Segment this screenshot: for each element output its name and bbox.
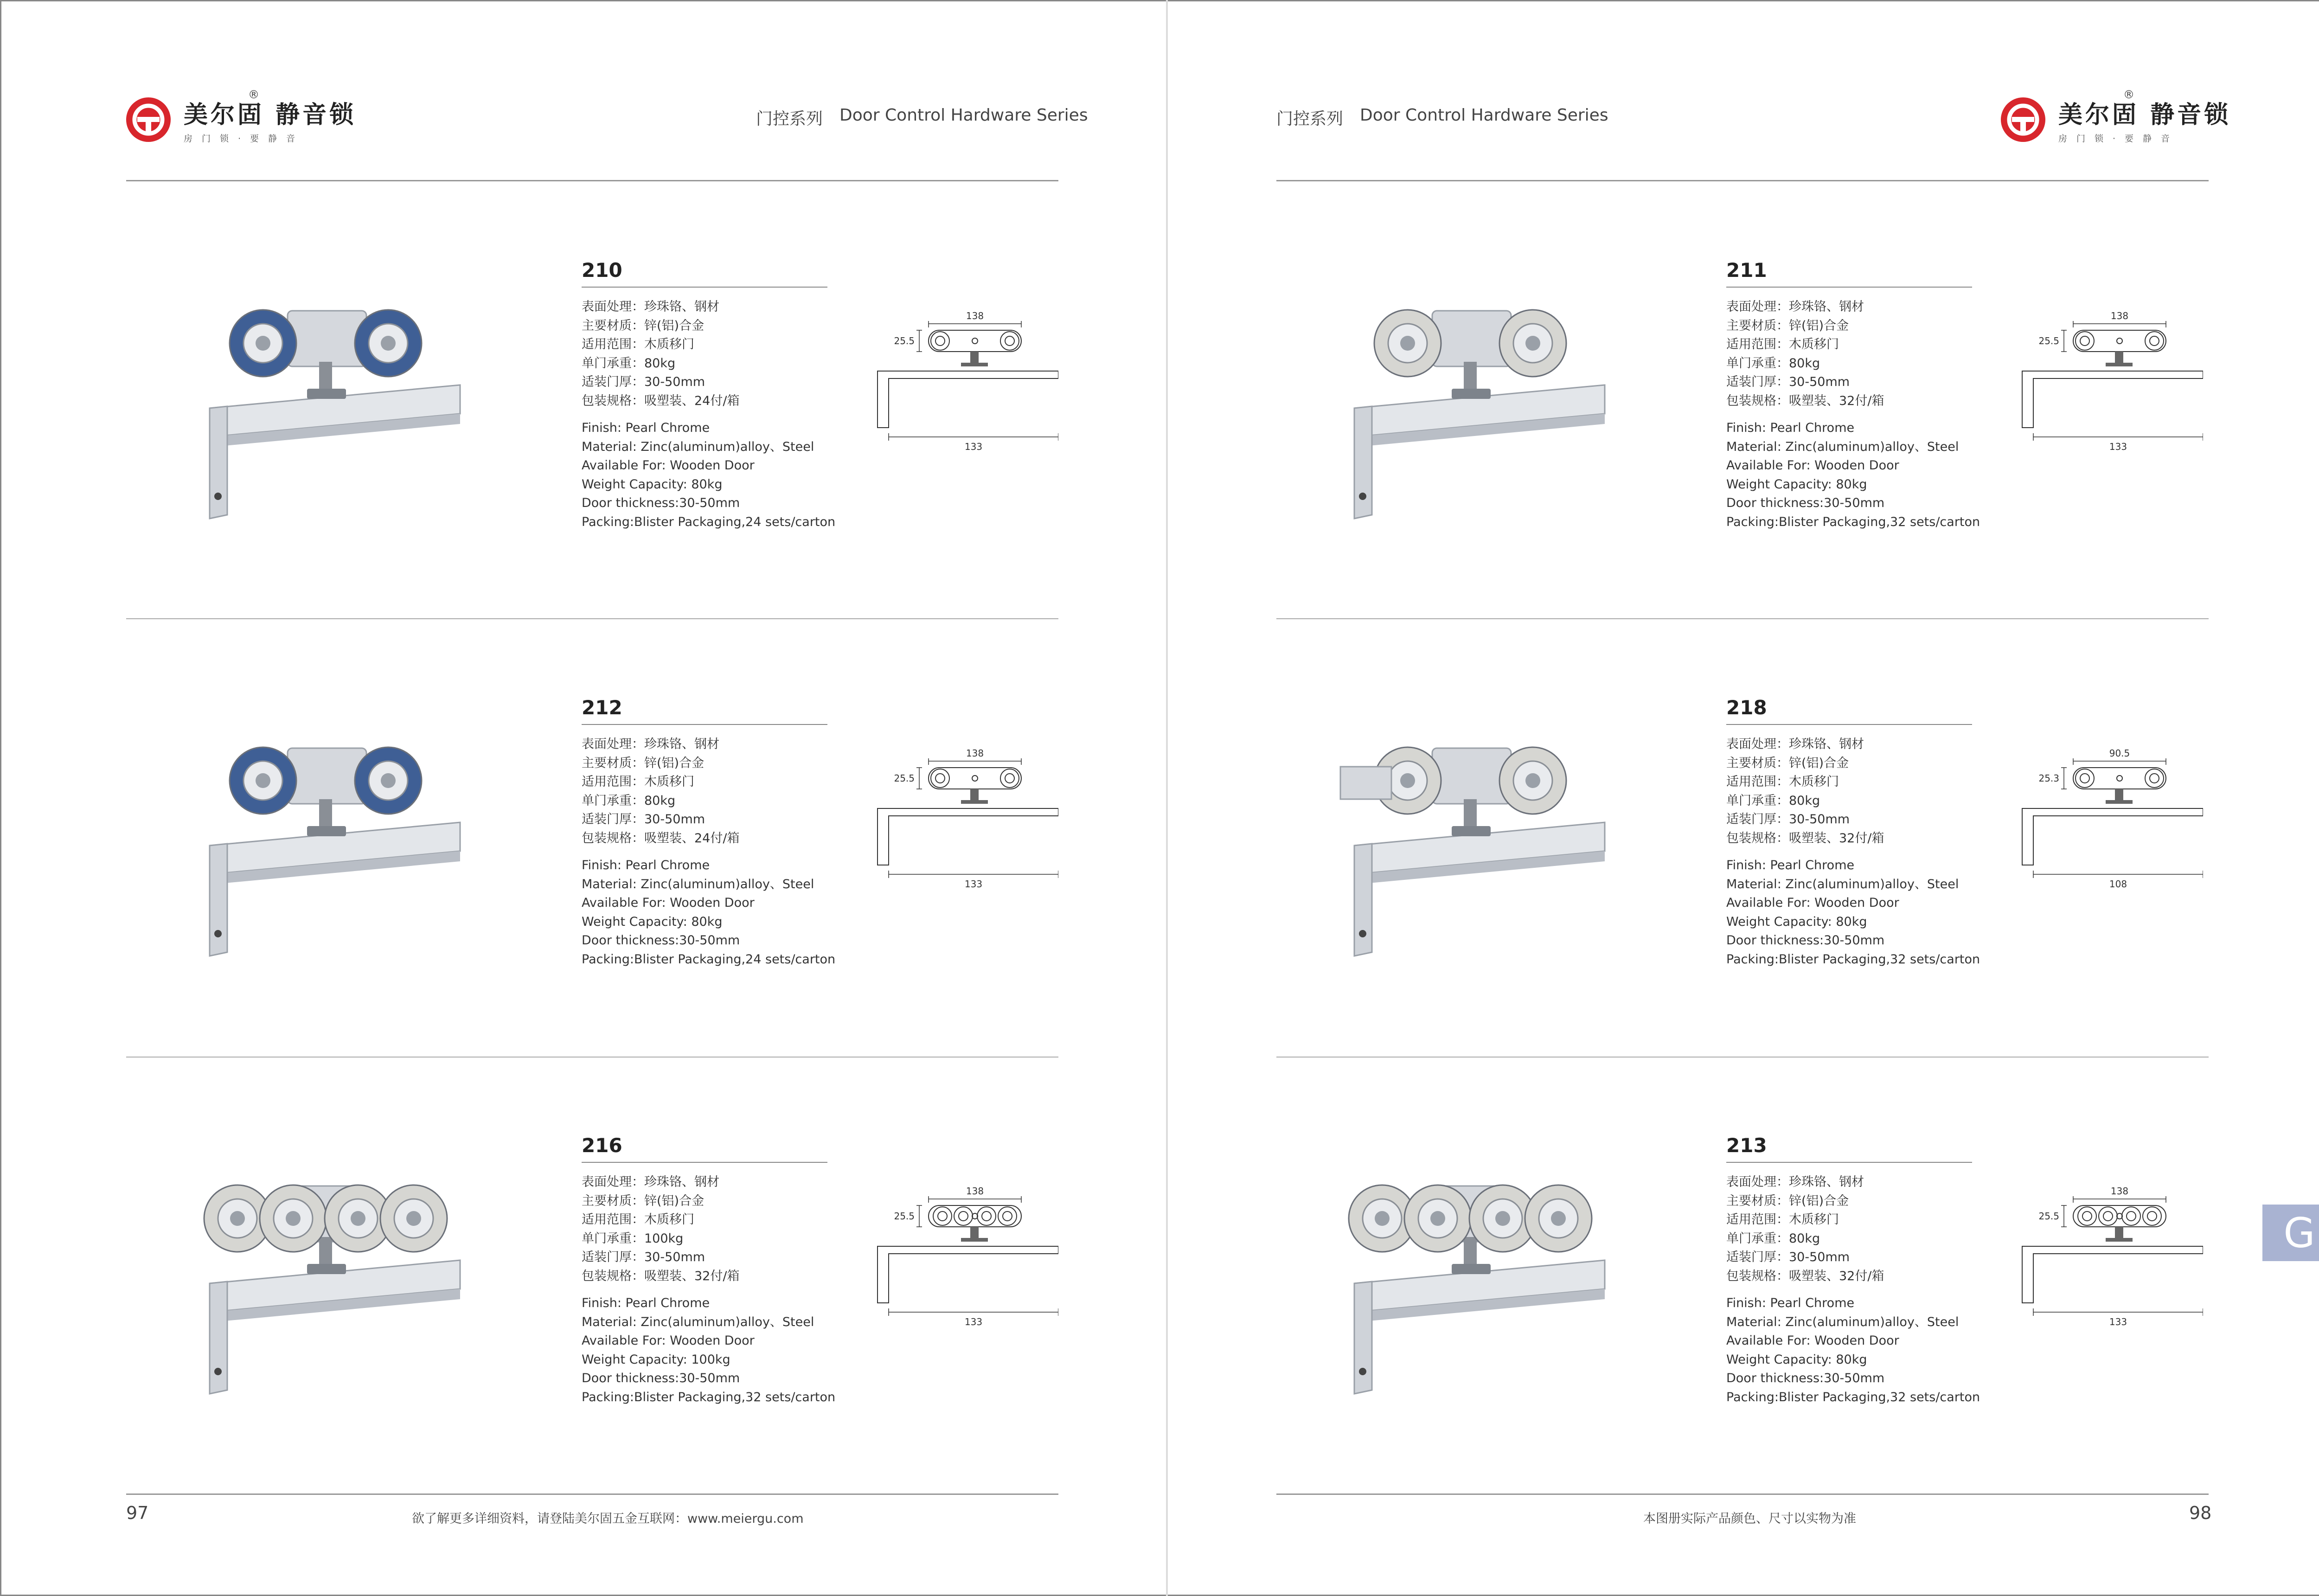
spec-line: 单门承重：80kg <box>582 356 676 371</box>
model-number: 213 <box>1726 1135 1972 1163</box>
drawing-rail-profile <box>878 371 1058 428</box>
spec-line: 包装规格：吸塑装、24付/箱 <box>582 831 740 846</box>
drawing-wheel <box>2145 769 2164 788</box>
spec-line: 适装门厚：30-50mm <box>582 375 705 390</box>
spec-line: 适装门厚：30-50mm <box>1726 375 1850 390</box>
carriage-body <box>288 748 366 836</box>
spec-line: 适装门厚：30-50mm <box>1726 812 1850 827</box>
spec-gap <box>1726 848 1986 856</box>
spec-line: 包装规格：吸塑装、32付/箱 <box>582 1269 740 1283</box>
dimension-bottom-label: 133 <box>964 1316 983 1327</box>
drawing-roller-outline <box>2073 330 2166 366</box>
spec-line: 包装规格：吸塑装、24付/箱 <box>582 393 740 408</box>
spec-lines <box>1726 298 1986 532</box>
registered-mark: ® <box>248 88 259 101</box>
spec-gap <box>582 410 841 419</box>
sliding-rail <box>210 822 460 956</box>
drawing-wheel <box>2076 332 2094 350</box>
product-photo <box>177 292 474 533</box>
roller-wheel <box>380 1185 447 1252</box>
spec-line: 适装门厚：30-50mm <box>1726 1250 1850 1265</box>
spec-line: Available For: Wooden Door <box>582 458 755 473</box>
drawing-center-bolt <box>972 338 978 344</box>
spec-line: 适用范围：木质移门 <box>1726 337 1839 352</box>
drawing-center-bolt <box>2117 338 2122 344</box>
footer-divider-left <box>126 1493 1058 1495</box>
sliding-rail <box>1354 822 1605 956</box>
brand-logo-right <box>2000 95 2231 144</box>
page-number-right: 98 <box>2189 1503 2212 1523</box>
drawing-wheel <box>954 1207 973 1225</box>
spec-gap <box>1726 1286 1986 1294</box>
dimension-drawing <box>873 1186 1058 1339</box>
dimension-bottom-label: 133 <box>2109 1316 2127 1327</box>
brand-tagline: 房门锁·要静音 <box>2058 134 2179 144</box>
spec-line: 表面处理：珍珠铬、钢材 <box>582 1175 719 1190</box>
spec-line: Door thickness:30-50mm <box>582 933 740 948</box>
dimension-top-label: 138 <box>2110 1186 2129 1197</box>
drawing-wheel <box>998 1207 1017 1225</box>
dimension-drawing <box>2018 311 2203 464</box>
spec-line: Packing:Blister Packaging,24 sets/carton <box>582 514 836 529</box>
spec-line: 包装规格：吸塑装、32付/箱 <box>1726 1269 1884 1283</box>
spec-line: 主要材质：锌(铝)合金 <box>1726 1193 1849 1208</box>
roller-wheel <box>230 747 296 814</box>
series-title-cn: 门控系列 <box>756 109 823 128</box>
spec-line: Available For: Wooden Door <box>582 1333 755 1348</box>
row-divider <box>1276 618 2209 619</box>
series-title-en: Door Control Hardware Series <box>839 106 1088 125</box>
row-divider <box>126 618 1058 619</box>
product-card-213 <box>1262 1135 2203 1478</box>
spec-line: Packing:Blister Packaging,32 sets/carton <box>1726 514 1980 529</box>
spec-line: Finish: Pearl Chrome <box>1726 858 1855 873</box>
dimension-top-label: 138 <box>966 311 984 321</box>
brand-mark-icon <box>2000 96 2046 143</box>
drawing-roller-outline <box>929 330 1021 366</box>
sliding-rail <box>1354 1260 1605 1394</box>
spec-line: Door thickness:30-50mm <box>582 1371 740 1386</box>
spec-line: Available For: Wooden Door <box>582 896 755 910</box>
brand-name: 美尔固 静音锁 <box>2058 101 2231 129</box>
spec-line: Material: Zinc(aluminum)alloy、Steel <box>582 1314 814 1329</box>
brand-tagline: 房门锁·要静音 <box>184 134 305 144</box>
drawing-rail-profile <box>2022 1246 2203 1303</box>
footer-disclaimer: 本图册实际产品颜色、尺寸以实物为准 <box>1643 1512 1856 1526</box>
header-divider-right <box>1276 180 2209 181</box>
spec-line: Finish: Pearl Chrome <box>582 858 710 873</box>
product-card-218 <box>1262 697 2203 1040</box>
product-photo <box>177 1167 474 1409</box>
spec-line: Material: Zinc(aluminum)alloy、Steel <box>582 439 814 454</box>
product-spec <box>582 260 841 532</box>
product-photo <box>177 730 474 971</box>
dimension-top-label: 90.5 <box>2109 748 2130 759</box>
brand-mark-icon <box>125 96 172 143</box>
series-title-cn: 门控系列 <box>1276 109 1344 128</box>
row-divider <box>126 1057 1058 1058</box>
spec-line: 包装规格：吸塑装、32付/箱 <box>1726 393 1884 408</box>
spec-lines <box>582 735 841 969</box>
spec-line: Material: Zinc(aluminum)alloy、Steel <box>1726 877 1959 891</box>
roller-wheel <box>1374 310 1441 377</box>
spec-line: 适用范围：木质移门 <box>1726 1212 1839 1227</box>
spec-line: Finish: Pearl Chrome <box>582 1296 710 1311</box>
product-card-216 <box>117 1135 1058 1478</box>
drawing-wheel <box>2122 1207 2140 1225</box>
spec-line: Material: Zinc(aluminum)alloy、Steel <box>1726 1314 1959 1329</box>
spec-line: 表面处理：珍珠铬、钢材 <box>1726 737 1864 752</box>
spec-line: Material: Zinc(aluminum)alloy、Steel <box>582 877 814 891</box>
spec-line: 包装规格：吸塑装、32付/箱 <box>1726 831 1884 846</box>
drawing-wheel <box>931 769 949 788</box>
product-spec <box>1726 1135 1986 1407</box>
spec-line: Finish: Pearl Chrome <box>582 421 710 436</box>
spec-line: 表面处理：珍珠铬、钢材 <box>1726 300 1864 314</box>
drawing-wheel <box>1000 769 1019 788</box>
dimension-side-label: 25.5 <box>2038 1211 2059 1222</box>
product-photo <box>1322 730 1619 971</box>
dimension-side-label: 25.5 <box>894 773 915 784</box>
roller-wheel <box>230 310 296 377</box>
drawing-rail-profile <box>2022 808 2203 865</box>
spec-lines <box>1726 1173 1986 1407</box>
product-spec <box>1726 697 1986 969</box>
spec-line: Weight Capacity: 80kg <box>1726 1352 1867 1367</box>
spec-line: 单门承重：100kg <box>582 1231 684 1246</box>
left-series-title <box>756 106 1088 129</box>
dimension-bottom-label: 133 <box>964 878 983 890</box>
spec-line: 适用范围：木质移门 <box>1726 775 1839 789</box>
right-series-title <box>1276 106 1608 129</box>
spec-line: 表面处理：珍珠铬、钢材 <box>582 737 719 752</box>
spec-line: 表面处理：珍珠铬、钢材 <box>1726 1175 1864 1190</box>
spec-line: Packing:Blister Packaging,32 sets/carton <box>1726 1390 1980 1404</box>
spec-line: 主要材质：锌(铝)合金 <box>1726 756 1849 770</box>
dimension-side-label: 25.5 <box>894 1211 915 1222</box>
drawing-roller-outline <box>2073 768 2166 804</box>
row-divider <box>1276 1057 2209 1058</box>
product-photo <box>1322 292 1619 533</box>
sliding-rail <box>210 1260 460 1394</box>
product-photo <box>1322 1167 1619 1409</box>
spec-line: 适装门厚：30-50mm <box>582 1250 705 1265</box>
footer-website-note: 欲了解更多详细资料，请登陆美尔固五金互联网：www.meiergu.com <box>412 1512 804 1526</box>
spec-line: Finish: Pearl Chrome <box>1726 1296 1855 1311</box>
drawing-rail-profile <box>878 808 1058 865</box>
spec-line: Available For: Wooden Door <box>1726 1333 1899 1348</box>
dimension-drawing <box>2018 1186 2203 1339</box>
registered-mark: ® <box>2123 88 2134 101</box>
drawing-wheel <box>2076 769 2094 788</box>
spec-line: Door thickness:30-50mm <box>1726 933 1885 948</box>
drawing-wheel <box>931 332 949 350</box>
spec-line: Door thickness:30-50mm <box>1726 496 1885 511</box>
roller-wheel <box>355 747 422 814</box>
dimension-bottom-label: 108 <box>2109 878 2127 890</box>
drawing-wheel <box>2078 1207 2096 1225</box>
spec-line: Weight Capacity: 80kg <box>1726 477 1867 492</box>
drawing-wheel <box>2145 332 2164 350</box>
carriage-body <box>288 311 366 399</box>
dimension-drawing <box>873 748 1058 901</box>
carriage-body <box>1432 311 1511 399</box>
spec-line: 单门承重：80kg <box>1726 793 1820 808</box>
footer-divider-right <box>1276 1493 2209 1495</box>
dimension-bottom-label: 133 <box>964 441 983 452</box>
series-title-en: Door Control Hardware Series <box>1360 106 1608 125</box>
spec-line: Weight Capacity: 80kg <box>582 914 723 929</box>
dimension-side-label: 25.5 <box>2038 335 2059 346</box>
spec-line: 主要材质：锌(铝)合金 <box>1726 318 1849 333</box>
drawing-wheel <box>2143 1207 2161 1225</box>
spec-line: Material: Zinc(aluminum)alloy、Steel <box>1726 439 1959 454</box>
page-spine <box>1166 0 1168 1596</box>
dimension-top-label: 138 <box>966 748 984 759</box>
spec-lines <box>1726 735 1986 969</box>
drawing-center-bolt <box>972 776 978 781</box>
roller-wheel <box>355 310 422 377</box>
roller-wheel <box>1525 1185 1592 1252</box>
drawing-rail-profile <box>2022 371 2203 428</box>
drawing-wheel <box>1000 332 1019 350</box>
spec-line: 单门承重：80kg <box>582 793 676 808</box>
product-spec <box>582 1135 841 1407</box>
spec-line: Available For: Wooden Door <box>1726 896 1899 910</box>
roller-wheel <box>1499 310 1566 377</box>
dimension-side-label: 25.5 <box>894 335 915 346</box>
drawing-wheel <box>977 1207 996 1225</box>
spec-lines <box>582 298 841 532</box>
dimension-top-label: 138 <box>2110 311 2129 321</box>
spec-gap <box>1726 410 1986 419</box>
spec-line: 适用范围：木质移门 <box>582 775 694 789</box>
spec-line: Available For: Wooden Door <box>1726 458 1899 473</box>
brand-name: 美尔固 静音锁 <box>184 101 357 129</box>
spec-line: Weight Capacity: 100kg <box>582 1352 730 1367</box>
spec-line: Packing:Blister Packaging,24 sets/carton <box>582 952 836 967</box>
spec-gap <box>582 848 841 856</box>
drawing-wheel <box>933 1207 952 1225</box>
spec-line: Packing:Blister Packaging,32 sets/carton <box>582 1390 836 1404</box>
spec-line: Packing:Blister Packaging,32 sets/carton <box>1726 952 1980 967</box>
spec-line: Finish: Pearl Chrome <box>1726 421 1855 436</box>
dimension-top-label: 138 <box>966 1186 984 1197</box>
sliding-rail <box>210 385 460 519</box>
roller-wheel <box>1404 1185 1471 1252</box>
spec-line: 单门承重：80kg <box>1726 356 1820 371</box>
dimension-drawing <box>2018 748 2203 901</box>
model-number: 218 <box>1726 697 1972 725</box>
spec-line: 适用范围：木质移门 <box>582 1212 694 1227</box>
page-number-left: 97 <box>126 1503 149 1523</box>
drawing-wheel <box>2099 1207 2117 1225</box>
roller-wheel <box>260 1185 327 1252</box>
drawing-rail-profile <box>878 1246 1058 1303</box>
spec-line: 主要材质：锌(铝)合金 <box>582 756 705 770</box>
spec-lines <box>582 1173 841 1407</box>
spec-line: 适装门厚：30-50mm <box>582 812 705 827</box>
sliding-rail <box>1354 385 1605 519</box>
spec-gap <box>582 1286 841 1294</box>
header-divider-left <box>126 180 1058 181</box>
model-number: 216 <box>582 1135 827 1163</box>
model-number: 212 <box>582 697 827 725</box>
spec-line: 主要材质：锌(铝)合金 <box>582 318 705 333</box>
model-number: 211 <box>1726 260 1972 288</box>
roller-wheel <box>1499 747 1566 814</box>
spec-line: 表面处理：珍珠铬、钢材 <box>582 300 719 314</box>
door-stopper <box>1340 767 1391 799</box>
drawing-roller-outline <box>2073 1205 2166 1242</box>
product-card-212 <box>117 697 1058 1040</box>
drawing-roller-outline <box>929 1205 1021 1242</box>
brand-logo-left <box>125 95 356 144</box>
product-spec <box>1726 260 1986 532</box>
product-card-211 <box>1262 260 2203 603</box>
carriage-body <box>1432 748 1511 836</box>
section-tab[interactable]: G <box>2262 1205 2319 1261</box>
spec-line: Weight Capacity: 80kg <box>1726 914 1867 929</box>
spec-line: 单门承重：80kg <box>1726 1231 1820 1246</box>
spec-line: 适用范围：木质移门 <box>582 337 694 352</box>
spec-line: Weight Capacity: 80kg <box>582 477 723 492</box>
drawing-roller-outline <box>929 768 1021 804</box>
dimension-bottom-label: 133 <box>2109 441 2127 452</box>
dimension-side-label: 25.3 <box>2038 773 2059 784</box>
dimension-drawing <box>873 311 1058 464</box>
drawing-center-bolt <box>2117 776 2122 781</box>
product-card-210 <box>117 260 1058 603</box>
spec-line: Door thickness:30-50mm <box>1726 1371 1885 1386</box>
spec-line: 主要材质：锌(铝)合金 <box>582 1193 705 1208</box>
product-spec <box>582 697 841 969</box>
spec-line: Door thickness:30-50mm <box>582 496 740 511</box>
model-number: 210 <box>582 260 827 288</box>
